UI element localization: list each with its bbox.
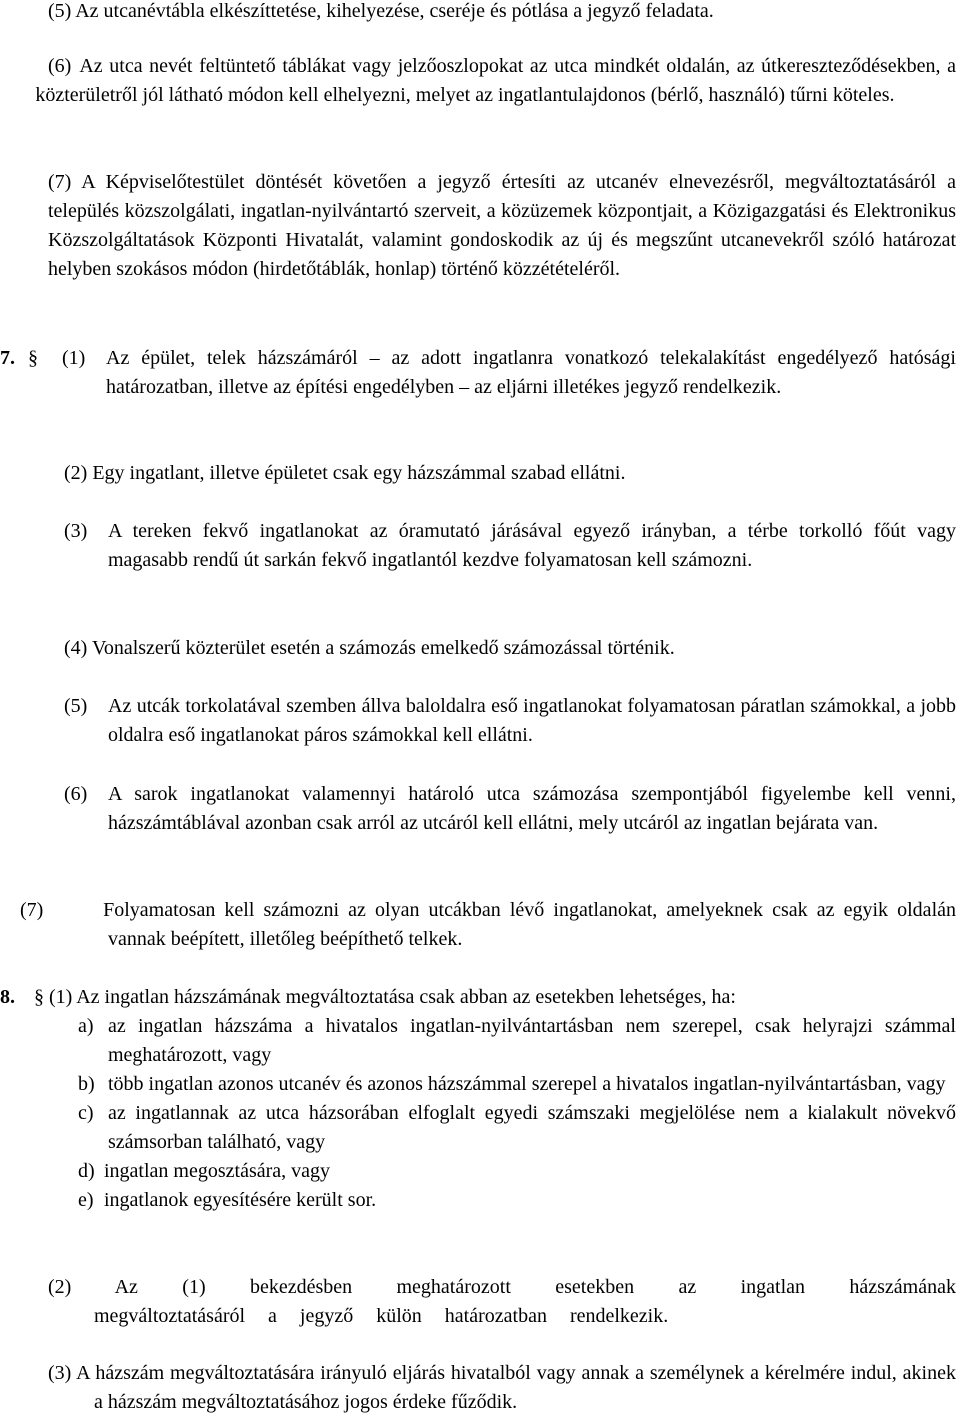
s7-paragraph-1: (1) Az épület, telek házszámáról – az adott ingatlanra vonatkozó telekalakítást engedélyező hatósági határozatban, illetve az építési engedélyben – az eljárni illetékes jegyző rendelkezik.: [62, 347, 956, 398]
prev-paragraph-5: (5) Az utcanévtábla elkészíttetése, kihelyezése, cseréje és pótlása a jegyző feladata.: [48, 0, 714, 22]
paragraph-text: (7) A Képviselőtestület döntését követően a jegyző értesíti az utcanév elnevezésről, megváltoztatásáról a település közszolgálati, ingatlan-nyilvántartó szerveit, a közüzemek központjait, a Közigazgatási és Elektronikus Közszolgáltatások Központi Hivatalát, valamint gondoskodik az új és megszűnt utcanevekről szóló határozat helyben szokásos módon (hirdetőtáblák, honlap) történő közzétételéről.: [48, 171, 956, 280]
s7-paragraph-4: (4) Vonalszerű közterület esetén a számozás emelkedő számozással történik.: [64, 637, 675, 659]
s7-paragraph-3: (3) A tereken fekvő ingatlanokat az óramutató járásával egyező irányban, a térbe torkolló főút vagy magasabb rendű út sarkán fekvő ingatlantól kezdve folyamatosan kell számozni.: [64, 520, 956, 571]
s7-paragraph-7: (7) Folyamatosan kell számozni az olyan utcákban lévő ingatlanokat, amelyeknek csak az egyik oldalán vannak beépített, illetőleg beépíthető telkek.: [20, 899, 956, 950]
section-number: 7. §: [0, 347, 38, 369]
prev-paragraph-7: [48, 168, 956, 284]
section-8: [0, 983, 956, 1012]
section-number: 8.: [0, 986, 15, 1008]
list-item: e) ingatlanok egyesítésére került sor.: [78, 1189, 377, 1211]
list-item: c) az ingatlannak az utca házsorában elfoglalt egyedi számszaki megjelölése nem a kialakult növekvő számsorban található, vagy: [78, 1102, 956, 1153]
list-item: d) ingatlan megosztására, vagy: [78, 1160, 331, 1182]
paragraph-label: (6): [48, 55, 72, 77]
s8-paragraph-3: (3) A házszám megváltoztatására irányuló eljárás hivatalból vagy annak a személynek a kérelmére indul, akinek a házszám megváltoztatásához jogos érdeke fűződik.: [48, 1362, 956, 1413]
s7-paragraph-2: (2) Egy ingatlant, illetve épületet csak egy házszámmal szabad ellátni.: [64, 462, 626, 484]
s7-paragraph-5: (5) Az utcák torkolatával szemben állva baloldalra eső ingatlanokat folyamatosan páratlan számokkal, a jobb oldalra eső ingatlanokat páros számokkal kell ellátni.: [64, 695, 956, 746]
s8-item-list: [78, 1012, 956, 1215]
s8-paragraph-1-intro: § (1) Az ingatlan házszámának megváltoztatása csak abban az esetekben lehetséges, ha:: [34, 986, 736, 1008]
prev-paragraph-6: [35, 52, 956, 110]
s7-paragraph-6: (6) A sarok ingatlanokat valamennyi határoló utca számozása szempontjából figyelembe kell venni, házszámtáblával azonban csak arról az utcáról kell ellátni, mely utcáról az ingatlan bejárata van.: [64, 783, 956, 834]
paragraph-text: Az utca nevét feltüntető táblákat vagy jelzőoszlopokat az utca mindkét oldalán, az útkereszteződésekben, a közterületről jól látható módon kell elhelyezni, melyet az ingatlantulajdonos (bérlő, használó) tűrni köteles.: [35, 55, 956, 106]
s8-paragraph-2: (2) Az (1) bekezdésben meghatározott esetekben az ingatlan házszámának megváltoztatásáról a jegyző külön határozatban rendelkezik.: [48, 1276, 956, 1327]
section-7: [0, 344, 956, 402]
list-item: a) az ingatlan házszáma a hivatalos ingatlan-nyilvántartásban nem szerepel, csak helyrajzi számmal meghatározott, vagy: [78, 1015, 956, 1066]
list-item: b) több ingatlan azonos utcanév és azonos házszámmal szerepel a hivatalos ingatlan-nyilvántartásban, vagy: [78, 1073, 946, 1095]
